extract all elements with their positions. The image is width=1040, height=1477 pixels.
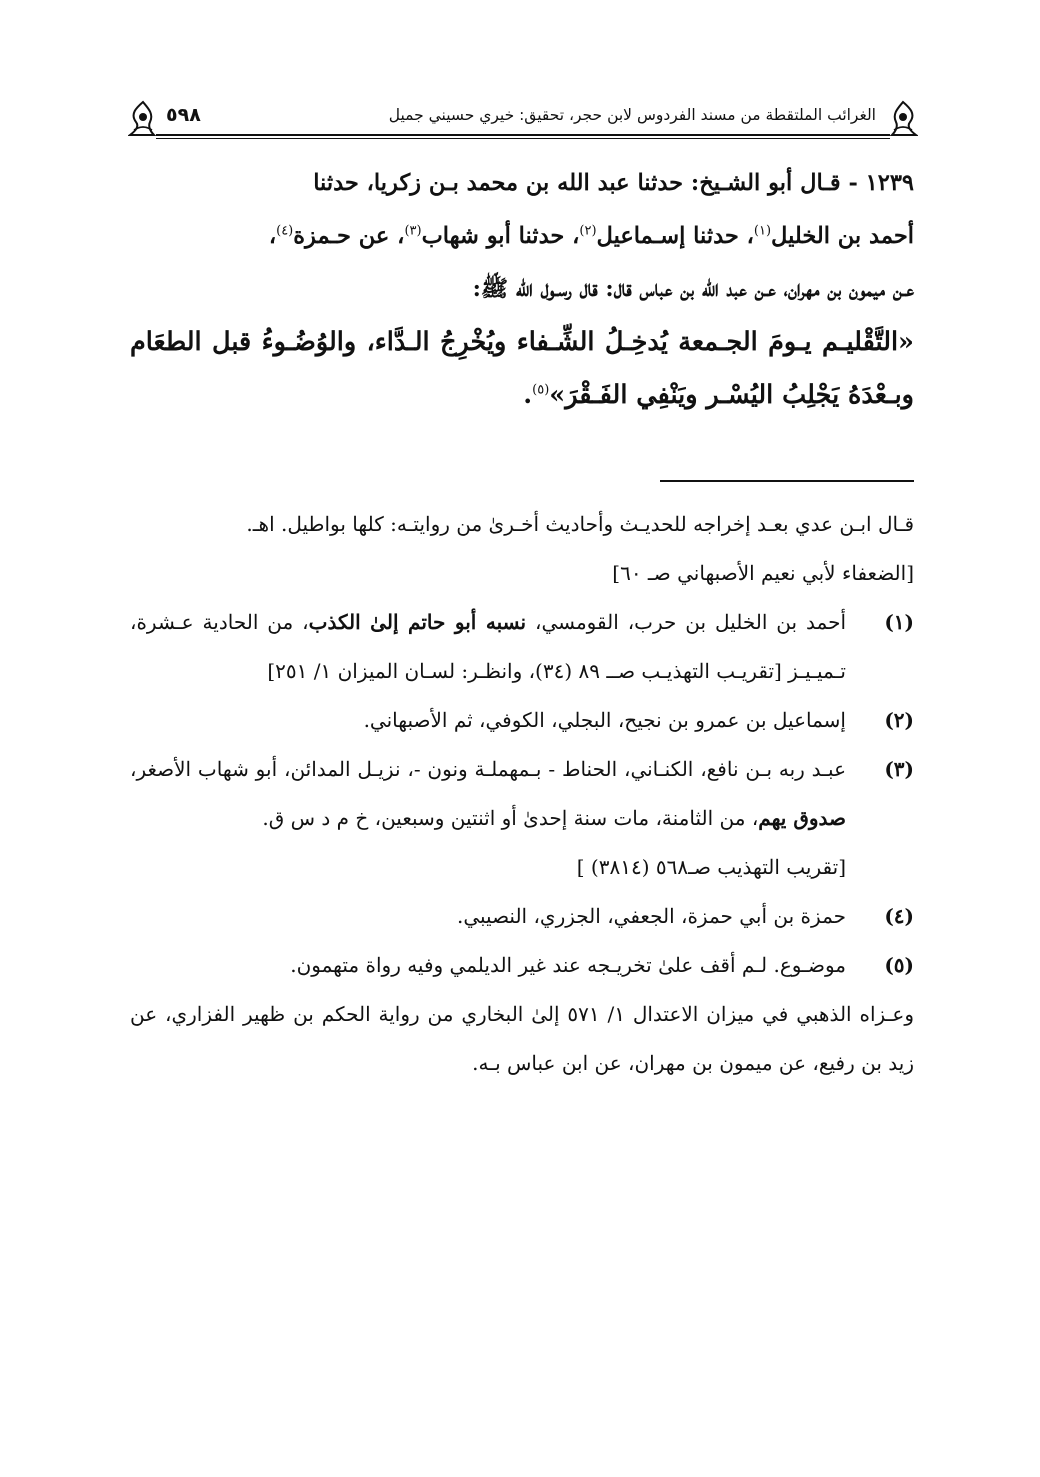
footnote-ref: (٢) <box>579 223 597 239</box>
isnad-line: أحمد بن الخليل$^{(١)}$، حدثنا إسـماعيل$^{(٢)}$، حدثنا أبو شهاب$^{(٣)}$، عن حـمزة$^{(٤)}$، <box>268 223 914 249</box>
footnote-3: (٣) عبـد ربه بـن نافع، الكنـاني، الحناط - بـمهملـة ونون -، نزيـل المدائن، أبو شهاب الأصغر، صدوق يهم، من الثامنة، مات سنة إحدىٰ أو اثنتين وسبعين، خ م د س ق. <box>130 745 914 843</box>
footnote-1: (١) أحمد بن الخليل بن حرب، القومسي، نسبه أبو حاتم إلىٰ الكذب، من الحادية عـشرة، تـميـيـز [تقريـب التهذيـب صــ ٨٩ (٣٤)، وانظـر: لسـان الميزان ١/ ٢٥١] <box>130 598 914 696</box>
note-citation: [الضعفاء لأبي نعيم الأصبهاني صـ ٦٠] <box>612 561 914 585</box>
note-citation: [تقريب التهذيب صـ٥٦٨ (٣٨١٤) ] <box>576 855 846 879</box>
ornament-icon <box>128 100 158 138</box>
ornament-icon <box>888 100 918 138</box>
hadith-matn: «التَّقْليـم يـومَ الجـمعة يُدخِـلُ الشِّـفاء ويُخْرِجُ الـدَّاء، والوُضُـوءُ قبل الطعَام وبـعْدَهُ يَجْلِبُ اليُسْـر ويَنْفِي الفَـقْرَ»$^{(٥)}$. <box>130 327 914 410</box>
footnote-number: (١) <box>884 610 914 634</box>
footnote-number: (٣) <box>884 757 914 781</box>
isnad-line: ١٢٣٩ - قـال أبو الشـيخ: حدثنا عبد الله بن محمد بـن زكريا، حدثنا <box>313 170 914 196</box>
footnote-5-continued: وعـزاه الذهبي في ميزان الاعتدال ١/ ٥٧١ إلىٰ البخاري من رواية الحكم بن ظهير الفزاري، عن زيد بن رفيع، عن ميمون بن مهران، عن ابن عباس بـه. <box>130 1002 914 1075</box>
header-rule <box>156 134 890 136</box>
footnote-5: (٥) موضـوع. لـم أقف علىٰ تخريـجه عند غير الديلمي وفيه رواة متهمون. <box>130 941 914 990</box>
footnote-ref: (١) <box>753 223 772 239</box>
footnote-divider <box>660 480 914 482</box>
header-rule <box>156 138 890 139</box>
footnote-number: (٢) <box>884 708 914 732</box>
footnote-ref: (٤) <box>276 223 294 239</box>
header-title: الغرائب الملتقطة من مسند الفردوس لابن حجر، تحقيق: خيري حسيني جميل <box>388 106 876 124</box>
note-intro: قـال ابـن عدي بعـد إخراجه للحديـث وأحاديث أخـرىٰ من روايتـه: كلها بواطيل. اهـ. <box>246 512 914 536</box>
footnote-number: (٥) <box>884 953 914 977</box>
running-header <box>128 98 918 140</box>
footnote-2: (٢) إسماعيل بن عمرو بن نجيح، البجلي، الكوفي، ثم الأصبهاني. <box>130 696 914 745</box>
footnote-ref: (٥) <box>532 382 550 398</box>
footnote-4: (٤) حمزة بن أبي حمزة، الجعفي، الجزري، النصيبي. <box>130 892 914 941</box>
footnote-number: (٤) <box>884 904 914 928</box>
footnotes <box>130 500 914 1088</box>
page-number: ٥٩٨ <box>166 104 201 126</box>
isnad-line: عـن ميمون بن مهران، عـن عبد الله بن عباس قال: قال رسـول الله ﷺ: <box>472 276 914 302</box>
footnote-ref: (٣) <box>404 223 422 239</box>
hadith-text <box>130 157 914 422</box>
